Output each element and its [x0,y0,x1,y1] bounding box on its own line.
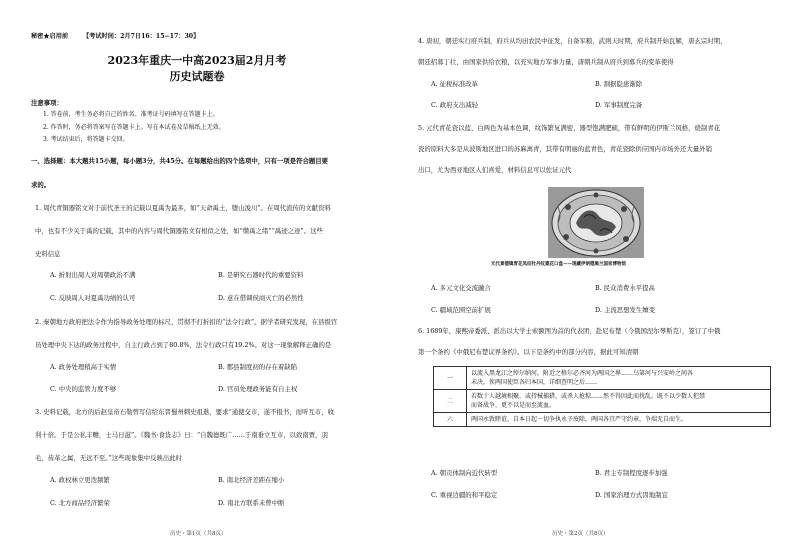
q2-option-b[interactable]: B. 郡县制度初的存在着缺陷 [218,363,298,371]
row-index: 一 [434,367,467,390]
q5-stem-line: 出口，尤为西亚地区人们喜爱，材料信息可以佐证元代 [418,166,572,174]
q3-stem-line: 利十倍。于是公私丰赡，士马日滋”。《魏书·食货志》曰：“自魏德既广……于南垂立互市，以致南贾，羽 [35,431,328,439]
q4-option-b[interactable]: B. 割据隐患渐除 [595,80,643,88]
table-row [434,390,771,413]
q1-option-b[interactable]: B. 是研究石器时代的重要资料 [218,271,304,279]
q2-stem-line: 员处理中央下达的政务过程中，自主行政占到了80.8%，法令行政只有19.2%。对这一现象解释正确的是 [35,341,332,349]
row-text [467,390,771,413]
q5-option-c[interactable]: C. 疆域范围空前扩展 [431,306,491,314]
row-index: 二 [434,390,467,413]
q3-option-b[interactable]: B. 南北经济差距在缩小 [218,476,285,484]
q6-option-d[interactable]: D. 国家治理方式因地制宜 [595,491,668,499]
page-footer: 历史・第1页（共8页） [170,531,227,537]
q6-stem-line: 第一个条约《中俄尼布楚议界条约》。以下是条约中的部分内容，据此可知清朝 [418,348,639,356]
q5-option-d[interactable]: D. 主流思想发生嬗变 [595,306,656,314]
q2-option-c[interactable]: C. 中央的监管力度不够 [50,385,117,393]
right-page [400,0,794,544]
section-instructions-cont: 求的。 [31,181,51,189]
row-text-line: 而备战争，更不以是而至流血。 [471,402,556,409]
q2-stem-line: 2. 秦朝地方政府把法令作为指导政务处理的标尺，贯彻不打折扣的“法令行政”。据学者研究发现，在县级官 [35,318,338,326]
q1-option-d[interactable]: D. 意在借调侯商灭亡的必然性 [218,294,304,302]
porcelain-plate-image [548,187,644,258]
q5-option-b[interactable]: B. 民众消费水平提高 [595,284,655,292]
q6-option-c[interactable]: C. 重视边疆的和平稳定 [431,491,498,499]
note-item: 2. 作答时，务必将答案写在答题卡上。写在本试卷及草稿纸上无效。 [43,124,225,131]
row-text-line: 未决，俟两国使臣各归本国，详细查明之后…… [471,379,598,386]
row-text [467,413,771,427]
q1-stem-line: 史料信息 [35,250,61,258]
q1-option-c[interactable]: C. 反映周人对夏禹功绩的认可 [50,294,136,302]
q5-option-a[interactable]: A. 多元文化交流融合 [431,284,491,292]
q3-stem-line: 毛、齿革之属，无远不至。”这些现象集中反映出此时 [35,454,183,462]
page-footer: 历史・第2页（共8页） [552,531,609,537]
q4-option-d[interactable]: D. 军事制度完备 [595,101,643,109]
q4-stem-line: 4. 唐初，朝廷实行府兵制，府兵从均田农民中征发，自备军粮，武则天时期，府兵制开始瓦解，唐玄宗时期， [418,37,727,45]
section-instructions: 一、选择题：本大题共15小题，每小题3分，共45分。在每题给出的四个选项中，只有一项是符合题目要 [31,157,329,165]
row-text [467,367,771,390]
note-item: 3. 考试结束后，将答题卡交回。 [43,136,129,143]
q6-option-b[interactable]: B. 君主专制程度逐步加强 [595,469,668,477]
q3-option-a[interactable]: A. 政权林立更迭频繁 [50,476,110,484]
note-item: 1. 答卷前，考生务必将自己的姓名、准考证号码填写在答题卡上。 [43,111,219,118]
left-page [0,0,394,544]
row-index: 六 [434,413,467,427]
q5-stem-line: 5. 元代青花瓷以蓝、白两色为基本色调，纹饰繁复满密，器型饱满肥硕，带有鲜明的伊斯兰风格，烧制青花 [418,124,721,132]
q6-option-a[interactable]: A. 朝贡体制向近代转型 [431,469,498,477]
notes-heading: 注意事项： [31,99,63,107]
row-text-line: 若数十人越境相聚，或持械捕猎，或杀人抢掠……然不得因此而扰乱。既不以少数人犯禁 [471,393,706,400]
row-text-line: 以流入黑龙江之绰尔纳河，附近之格尔必齐河为两国之界……乌第河与兴安岭之间各 [471,370,694,377]
q6-stem-line: 6. 1689年，康熙帝委派、派出以大学士索额图为首的代表团，赴尼布楚（今俄国涅尔琴斯克），签订了中俄 [418,327,721,335]
q3-stem-line: 3. 史料记载，北方的后赵皇帝石勒曾写信给东晋蜀州刺史祖逖，要求“通使交市，遂不报书，而听互市，收 [35,408,334,416]
q2-option-a[interactable]: A. 政务处理稍高于实情 [50,363,117,371]
q3-option-d[interactable]: D. 南北方联系未曾中断 [218,499,285,507]
q1-option-a[interactable]: A. 折射出周人对周朝政治不满 [50,271,136,279]
table-row [434,367,771,390]
q3-option-c[interactable]: C. 北方商品经济繁荣 [50,499,110,507]
exam-title: 2023年重庆一中高2023届2月月考 [107,54,287,67]
exam-subtitle: 历史试题卷 [169,70,225,83]
q5-stem-line: 瓷的原料大多是从波斯地区进口的苏麻离青，其带有明丽的蓝青色，青花瓷除供应国内市场外还大量外销 [418,145,712,153]
table-row [434,413,771,427]
q4-stem-line: 朝廷招募丁壮，由国家供给衣粮，以充实地方军事力量，唐朝兵制从府兵到募兵的变革使得 [418,58,674,66]
q1-stem-line: 中，也有不少关于禹的记载，其中的内容与周代铜器铭文有相似之处，如“缵禹之绪”“禹迹之迹”。这些 [35,227,323,235]
image-caption: 元代景德镇青花凤纹牡丹纹菱花口盘——现藏伊朗德黑兰国家博物馆 [491,262,626,267]
secret-label: 秘密★启用前 [31,33,69,40]
row-text-line: 两国永敦睦谊，自本日起一切争执永予废除，两国各宜严守约章，争端无自而生。 [471,416,688,423]
q4-option-c[interactable]: C. 政府支出减轻 [431,101,479,109]
q2-option-d[interactable]: D. 官员处理政务能有自主权 [218,385,298,393]
q1-stem-line: 1. 周代青铜器铭文对于前代圣王的记载以夏禹为最多，如“天命禹土，堕山浚川”。在周代流传的文献资料 [35,204,331,212]
q4-option-a[interactable]: A. 征税标准改革 [431,80,479,88]
exam-time: 【考试时间：2月7日16：15−17：30】 [83,33,200,40]
treaty-table [433,366,771,427]
